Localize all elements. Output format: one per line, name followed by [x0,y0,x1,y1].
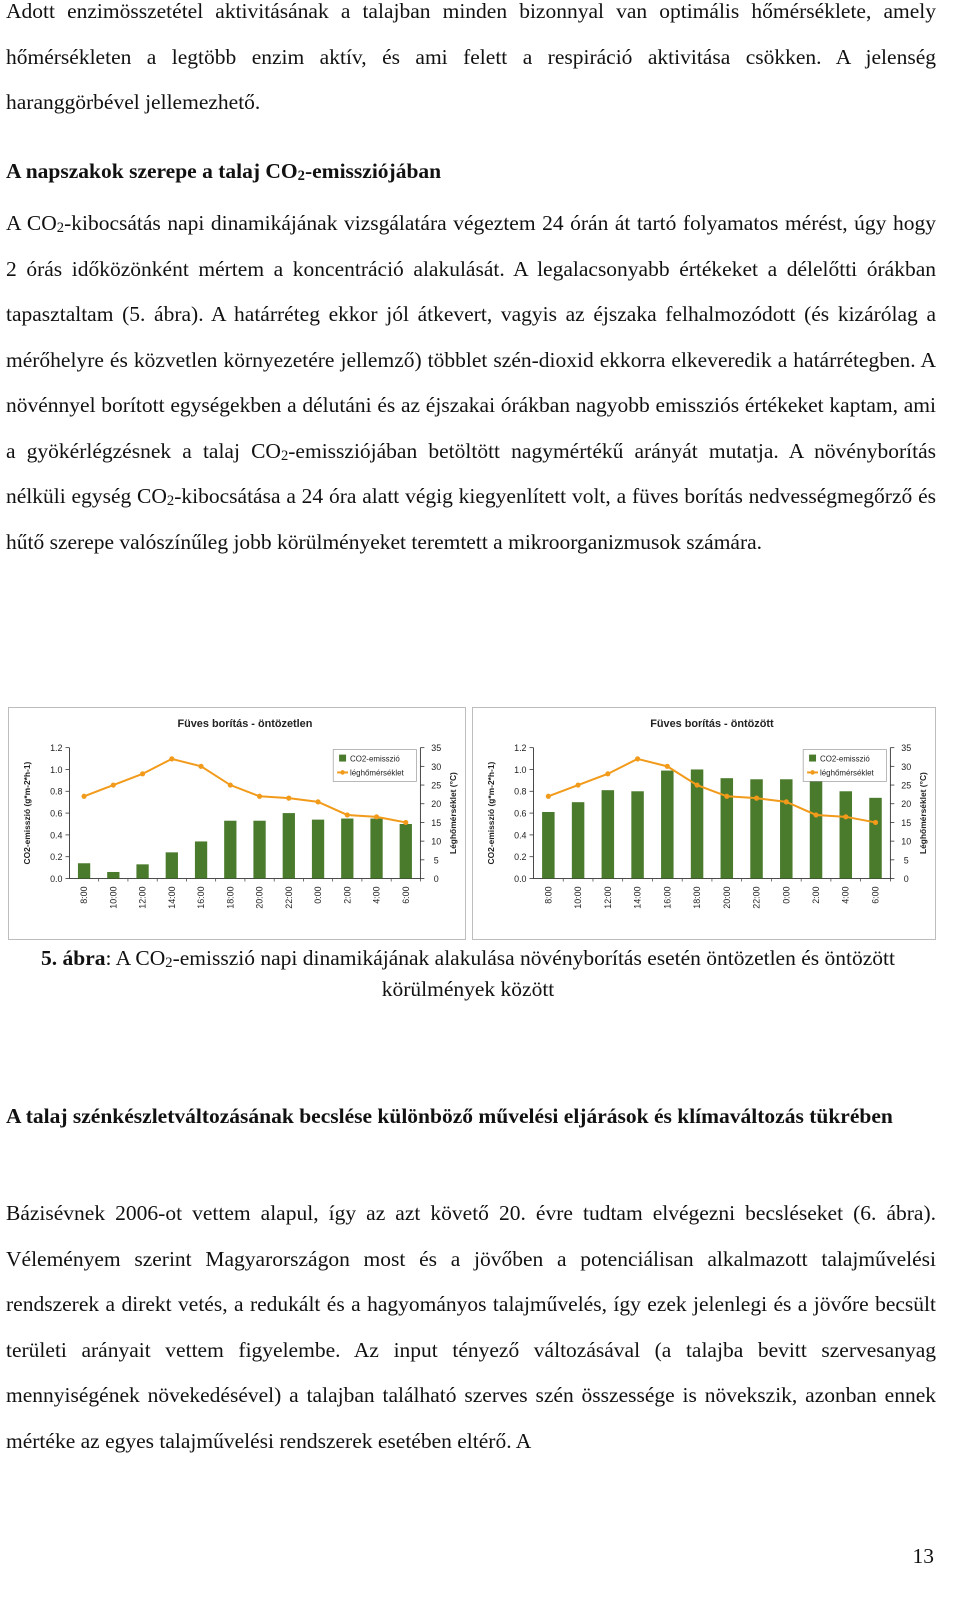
bar [542,812,554,879]
y2-tick-label: 15 [901,817,912,828]
x-tick-label: 16:00 [662,886,673,909]
x-tick-label: 4:00 [371,886,382,904]
temperature-point [228,782,233,787]
y2-tick-label: 0 [433,873,439,884]
bar [78,863,90,878]
temperature-point [635,756,640,761]
section-heading-2: A talaj szénkészletváltozásának becslése különböző művelési eljárások és klímaváltozás tükrében [6,1104,893,1128]
x-tick-label: 2:00 [342,886,353,904]
intro-paragraph: Adott enzimösszetétel aktivitásának a talajban minden bizonnyal van optimális hőmérséklete, amely hőmérsékleten a legtöbb enzim aktív, és ami felett a respiráció aktivitása csökken. A jelenség haranggörbével jellemezhető. [6,0,936,114]
y2-tick-label: 5 [433,855,439,866]
x-tick-label: 10:00 [108,886,119,909]
x-tick-label: 22:00 [283,886,294,909]
bar [840,791,852,878]
x-tick-label: 8:00 [79,886,90,904]
section1-paragraph: A $CO_2$-kibocsátás napi dinamikájának vizsgálatára végeztem 24 órán át tartó folyamatos mérést, úgy hogy 2 órás időközönként mértem a koncentráció alakulását. A legalacsonyabb értékeket a délelőtti órákban tapasztaltam (5. ábra). A határréteg ekkor jól átkevert, vagyis az éjszaka felhalmozódott (és kizárólag a mérőhelyre és közvetlen környezetére jellemző) többlet szén-dioxid ekkorra elkeveredik a határrétegben. A növénnyel borított egységekben a délutáni és az éjszakai órákban nagyobb emissziós értékeket kaptam, ami a gyökérlégzésnek a talaj $CO_2$-emissziójában betöltött nagymértékű arányát mutatja. A növényborítás nélküli egység $CO_2$-kibocsátása a 24 óra alatt végig kiegyenlített volt, a füves borítás nedvességmegőrző és hűtő szerepe valószínűleg jobb körülményeket teremtett a mikroorganizmusok számára. [6,211,936,554]
chart-irrigated-svg [473,708,935,939]
y2-tick-label: 25 [901,780,912,791]
temperature-point [665,764,670,769]
y-tick-label: 0.0 [50,873,63,884]
temperature-point [605,771,610,776]
y-tick-label: 0.6 [50,808,63,819]
x-tick-label: 2:00 [811,886,822,904]
bar [810,780,822,878]
section-heading-1: A napszakok szerepe a talaj $CO_2$-emissziójában [6,159,442,185]
bar [195,841,207,878]
temperature-point [403,820,408,825]
x-tick-label: 12:00 [137,886,148,909]
y-tick-label: 0.8 [514,786,527,797]
y-tick-label: 0.0 [514,873,527,884]
y2-tick-label: 0 [903,873,909,884]
x-tick-label: 0:00 [781,886,792,904]
temperature-point [111,782,116,787]
bar [224,821,236,879]
bar [750,779,762,878]
temperature-point [784,799,789,804]
y-tick-label: 0.4 [514,830,527,841]
chart-unirrigated [8,707,466,940]
temperature-point [724,794,729,799]
y2-axis-label: Léghőmérséklet (°C) [448,772,459,855]
y2-tick-label: 20 [901,799,912,810]
x-tick-label: 22:00 [751,886,762,909]
legend-label: CO2-emisszió [819,754,870,764]
y2-tick-label: 20 [431,799,442,810]
section2-paragraph: Bázisévnek 2006-ot vettem alapul, így az azt követő 20. évre tudtam elvégezni becsléseket (6. ábra). Véleményem szerint Magyarországon most és a jövőben a potenciálisan alkalmazott talajművelési rendszerek a direkt vetés, a redukált és a hagyományos talajművelés, így ezek jelenlegi és a jövőre becsült területi arányait vettem figyelembe. Az input tényező változásával (a talajba bevitt szervesanyag mennyiségének növekedésével) a talajban található szerves szén összessége is növekszik, azonban ennek mértéke az egyes talajművelési rendszerek esetében eltérő. A [6,1201,936,1453]
legend-swatch-bar [339,755,346,762]
y2-tick-label: 15 [431,817,442,828]
legend-swatch-bar [809,755,816,762]
chart-title: Füves borítás - öntözetlen [177,717,313,730]
x-tick-label: 0:00 [313,886,324,904]
x-tick-label: 6:00 [400,886,411,904]
bar [341,819,353,879]
x-tick-label: 18:00 [692,886,703,909]
legend-swatch-point [340,770,345,775]
y-tick-label: 0.4 [50,830,63,841]
y2-tick-label: 5 [903,855,909,866]
temperature-point [576,782,581,787]
x-tick-label: 4:00 [840,886,851,904]
y-tick-label: 0.8 [50,786,63,797]
bar [661,771,673,879]
temperature-point [374,814,379,819]
x-tick-label: 6:00 [870,886,881,904]
y-tick-label: 1.2 [514,743,527,754]
chart-irrigated [472,707,936,940]
y-tick-label: 0.2 [514,852,527,863]
y-axis-label: CO2-emisszió (g*m-2*h-1) [21,761,32,865]
bar [602,790,614,878]
x-tick-label: 20:00 [254,886,265,909]
bar [312,820,324,879]
y2-tick-label: 10 [431,836,442,847]
bar [370,819,382,879]
legend-label: CO2-emisszió [350,754,400,764]
temperature-point [345,812,350,817]
chart-unirrigated-svg [9,708,465,939]
y2-tick-label: 30 [901,761,912,772]
temperature-point [546,794,551,799]
temperature-point [257,794,262,799]
y2-tick-label: 35 [431,743,442,754]
x-tick-label: 10:00 [573,886,584,909]
x-tick-label: 16:00 [196,886,207,909]
y-tick-label: 1.0 [50,764,63,775]
x-tick-label: 14:00 [632,886,643,909]
legend-label: léghőmérséklet [819,768,874,778]
x-tick-label: 18:00 [225,886,236,909]
bar [253,821,265,879]
bar [283,813,295,878]
page-number: 13 [912,1544,934,1568]
y-tick-label: 0.2 [50,852,63,863]
y2-tick-label: 25 [431,780,442,791]
y2-tick-label: 10 [901,836,912,847]
bar [166,852,178,878]
temperature-point [315,799,320,804]
temperature-point [754,796,759,801]
y2-tick-label: 35 [901,743,912,754]
temperature-point [873,820,878,825]
figure-caption: 5. ábra: A $CO_2$-emisszió napi dinamikájának alakulása növényborítás esetén öntözetlen és öntözött körülmények között [41,946,895,1001]
bar [107,872,119,879]
y-tick-label: 0.6 [514,808,527,819]
y2-axis-label: Léghőmérséklet (°C) [918,772,929,855]
chart-title: Füves borítás - öntözött [650,717,774,730]
y-tick-label: 1.2 [50,743,63,754]
temperature-point [81,794,86,799]
temperature-point [140,771,145,776]
y2-tick-label: 30 [431,761,442,772]
bar [780,779,792,878]
x-tick-label: 20:00 [721,886,732,909]
y-axis-label: CO2-emisszió (g*m-2*h-1) [485,761,496,865]
bar [136,864,148,878]
bar [869,798,881,879]
temperature-point [169,756,174,761]
legend-label: léghőmérséklet [350,768,404,778]
bar [721,778,733,878]
x-tick-label: 8:00 [543,886,554,904]
temperature-point [198,764,203,769]
temperature-point [286,796,291,801]
temperature-point [694,782,699,787]
temperature-point [813,812,818,817]
bar [631,791,643,878]
y-tick-label: 1.0 [514,764,527,775]
bar [400,824,412,879]
temperature-point [843,814,848,819]
x-tick-label: 14:00 [166,886,177,909]
legend-swatch-point [810,770,815,775]
bar [572,802,584,878]
x-tick-label: 12:00 [602,886,613,909]
